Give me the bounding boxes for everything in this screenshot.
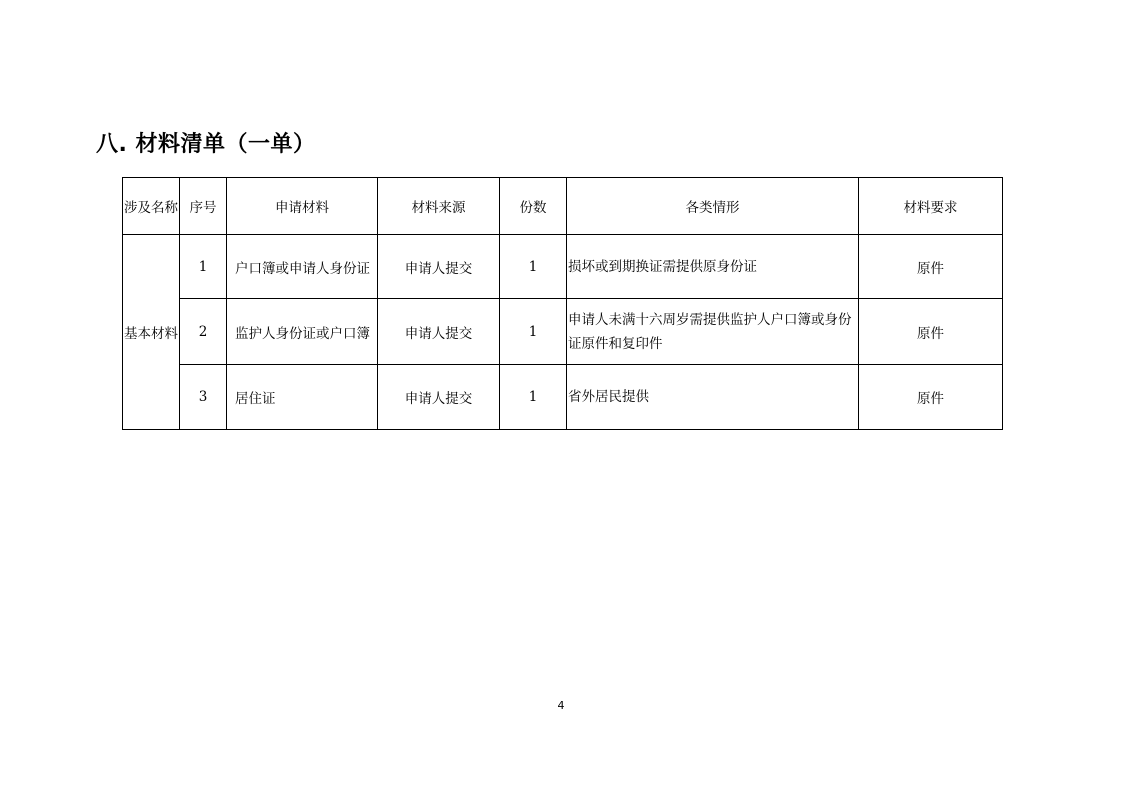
requirement-cell: 原件 [859,235,1003,299]
category-cell: 基本材料 [123,235,180,430]
table-header-row [123,178,1003,235]
material-cell: 居住证 [227,365,378,430]
situation-cell: 损坏或到期换证需提供原身份证 [567,235,859,299]
header-situation: 各类情形 [567,178,859,235]
page-title: 八. 材料清单（一单） [96,132,316,157]
table-row [123,235,1003,299]
source-cell: 申请人提交 [378,299,500,365]
table-row [123,299,1003,365]
situation-cell: 省外居民提供 [567,365,859,430]
requirement-cell: 原件 [859,365,1003,430]
material-cell: 监护人身份证或户口簿 [227,299,378,365]
seq-cell: 2 [180,299,227,365]
table-row [123,365,1003,430]
source-cell: 申请人提交 [378,365,500,430]
material-cell: 户口簿或申请人身份证 [227,235,378,299]
source-cell: 申请人提交 [378,235,500,299]
materials-table [122,177,1003,430]
header-copies: 份数 [500,178,567,235]
header-material: 申请材料 [227,178,378,235]
header-involved-name: 涉及名称 [123,178,180,235]
requirement-cell: 原件 [859,299,1003,365]
copies-cell: 1 [500,299,567,365]
copies-cell: 1 [500,365,567,430]
header-seq: 序号 [180,178,227,235]
header-requirement: 材料要求 [859,178,1003,235]
seq-cell: 3 [180,365,227,430]
copies-cell: 1 [500,235,567,299]
seq-cell: 1 [180,235,227,299]
page-number: 4 [557,699,565,712]
header-source: 材料来源 [378,178,500,235]
situation-cell: 申请人未满十六周岁需提供监护人户口簿或身份证原件和复印件 [567,299,859,365]
